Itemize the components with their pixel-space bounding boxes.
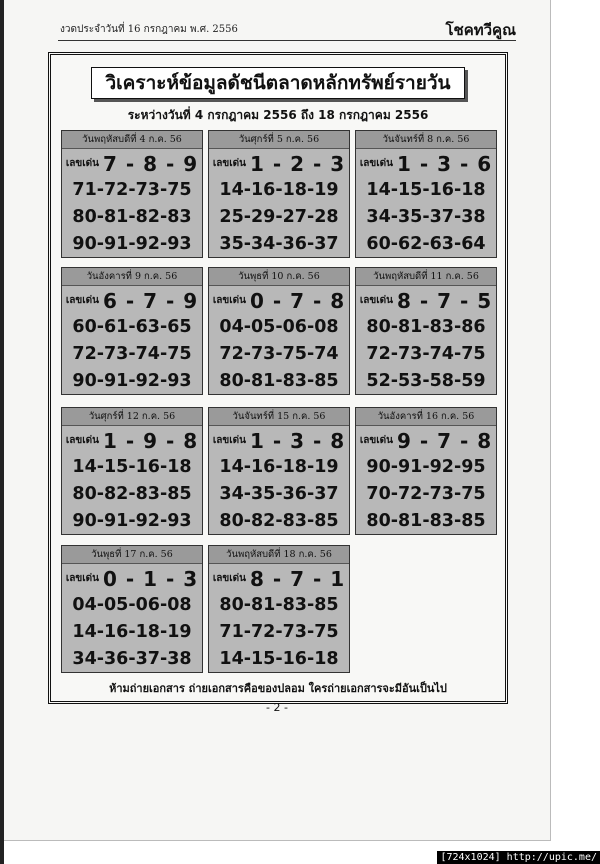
number-set: 14-15-16-18 xyxy=(72,457,192,477)
lead-numbers-value: 8 - 7 - 1 xyxy=(249,566,346,591)
number-set: 34-36-37-38 xyxy=(72,649,192,669)
lead-numbers-label: เลขเด่น xyxy=(359,295,393,306)
lead-numbers-label: เลขเด่น xyxy=(212,573,246,584)
number-set: 35-34-36-37 xyxy=(219,234,339,254)
day-card xyxy=(208,407,350,535)
number-set: 80-81-83-85 xyxy=(366,511,486,531)
day-card-date: วันจันทร์ที่ 15 ก.ค. 56 xyxy=(209,408,349,426)
number-set: 71-72-73-75 xyxy=(219,622,339,642)
lead-numbers-value: 8 - 7 - 5 xyxy=(396,288,493,313)
lead-numbers xyxy=(62,287,202,314)
number-set: 71-72-73-75 xyxy=(72,180,192,200)
lead-numbers-label: เลขเด่น xyxy=(65,573,99,584)
number-set: 72-73-74-75 xyxy=(366,344,486,364)
lead-numbers xyxy=(356,427,496,454)
number-set: 60-61-63-65 xyxy=(72,317,192,337)
issue-date-header: งวดประจำวันที่ 16 กรกฎาคม พ.ศ. 2556 xyxy=(60,24,238,35)
brand-header: โชคทวีคูณ xyxy=(445,21,516,39)
lead-numbers xyxy=(62,150,202,177)
upload-watermark: [724x1024] http://upic.me/ xyxy=(437,851,600,864)
number-set: 60-62-63-64 xyxy=(366,234,486,254)
day-card xyxy=(208,267,350,395)
day-card xyxy=(208,130,350,258)
number-set: 80-82-83-85 xyxy=(219,511,339,531)
lead-numbers xyxy=(356,287,496,314)
day-card-date: วันอังคารที่ 9 ก.ค. 56 xyxy=(62,268,202,286)
lead-numbers-value: 7 - 8 - 9 xyxy=(102,151,199,176)
lead-numbers-label: เลขเด่น xyxy=(65,435,99,446)
number-set: 90-91-92-95 xyxy=(366,457,486,477)
day-card xyxy=(61,130,203,258)
number-set: 80-82-83-85 xyxy=(72,484,192,504)
day-card xyxy=(355,407,497,535)
number-set: 14-16-18-19 xyxy=(72,622,192,642)
lead-numbers xyxy=(62,427,202,454)
number-set: 14-15-16-18 xyxy=(366,180,486,200)
lead-numbers-label: เลขเด่น xyxy=(65,295,99,306)
day-card-date: วันศุกร์ที่ 5 ก.ค. 56 xyxy=(209,131,349,149)
number-set: 14-15-16-18 xyxy=(219,649,339,669)
number-set: 80-81-83-86 xyxy=(366,317,486,337)
day-card-date: วันพุธที่ 17 ก.ค. 56 xyxy=(62,546,202,564)
lead-numbers xyxy=(62,565,202,592)
page-title: วิเคราะห์ข้อมูลดัชนีตลาดหลักทรัพย์รายวัน xyxy=(91,67,465,99)
lead-numbers xyxy=(209,150,349,177)
document-page xyxy=(4,0,551,841)
lead-numbers-value: 0 - 1 - 3 xyxy=(102,566,199,591)
day-card-date: วันพฤหัสบดีที่ 11 ก.ค. 56 xyxy=(356,268,496,286)
date-range-subtitle: ระหว่างวันที่ 4 กรกฎาคม 2556 ถึง 18 กรกฎาคม 2556 xyxy=(127,108,429,122)
number-set: 90-91-92-93 xyxy=(72,371,192,391)
day-card-date: วันจันทร์ที่ 8 ก.ค. 56 xyxy=(356,131,496,149)
header-divider xyxy=(58,40,516,41)
number-set: 14-16-18-19 xyxy=(219,457,339,477)
lead-numbers-label: เลขเด่น xyxy=(359,158,393,169)
number-set: 70-72-73-75 xyxy=(366,484,486,504)
number-set: 72-73-75-74 xyxy=(219,344,339,364)
lead-numbers-value: 0 - 7 - 8 xyxy=(249,288,346,313)
copy-warning: ห้ามถ่ายเอกสาร ถ่ายเอกสารคือของปลอม ใครถ่ายเอกสารจะมีอันเป็นไป xyxy=(109,682,447,695)
day-card xyxy=(208,545,350,673)
number-set: 80-81-83-85 xyxy=(219,371,339,391)
lead-numbers xyxy=(209,565,349,592)
day-card xyxy=(61,267,203,395)
number-set: 52-53-58-59 xyxy=(366,371,486,391)
number-set: 34-35-37-38 xyxy=(366,207,486,227)
number-set: 90-91-92-93 xyxy=(72,234,192,254)
lead-numbers-value: 9 - 7 - 8 xyxy=(396,428,493,453)
day-card xyxy=(355,267,497,395)
number-set: 90-91-92-93 xyxy=(72,511,192,531)
day-card-date: วันพฤหัสบดีที่ 4 ก.ค. 56 xyxy=(62,131,202,149)
lead-numbers-value: 1 - 3 - 6 xyxy=(396,151,493,176)
lead-numbers-label: เลขเด่น xyxy=(212,435,246,446)
lead-numbers-value: 1 - 9 - 8 xyxy=(102,428,199,453)
lead-numbers-label: เลขเด่น xyxy=(65,158,99,169)
lead-numbers-label: เลขเด่น xyxy=(359,435,393,446)
content-frame xyxy=(48,52,508,704)
lead-numbers-value: 1 - 2 - 3 xyxy=(249,151,346,176)
day-card xyxy=(355,130,497,258)
number-set: 72-73-74-75 xyxy=(72,344,192,364)
number-set: 14-16-18-19 xyxy=(219,180,339,200)
day-card-date: วันศุกร์ที่ 12 ก.ค. 56 xyxy=(62,408,202,426)
number-set: 80-81-82-83 xyxy=(72,207,192,227)
lead-numbers-value: 6 - 7 - 9 xyxy=(102,288,199,313)
page-number: - 2 - xyxy=(266,701,288,714)
number-set: 80-81-83-85 xyxy=(219,595,339,615)
day-card-date: วันพฤหัสบดีที่ 18 ก.ค. 56 xyxy=(209,546,349,564)
number-set: 04-05-06-08 xyxy=(219,317,339,337)
lead-numbers-label: เลขเด่น xyxy=(212,295,246,306)
lead-numbers-value: 1 - 3 - 8 xyxy=(249,428,346,453)
lead-numbers xyxy=(209,427,349,454)
day-card xyxy=(61,407,203,535)
day-card xyxy=(61,545,203,673)
number-set: 34-35-36-37 xyxy=(219,484,339,504)
lead-numbers-label: เลขเด่น xyxy=(212,158,246,169)
day-card-date: วันพุธที่ 10 ก.ค. 56 xyxy=(209,268,349,286)
lead-numbers xyxy=(356,150,496,177)
number-set: 04-05-06-08 xyxy=(72,595,192,615)
day-card-date: วันอังคารที่ 16 ก.ค. 56 xyxy=(356,408,496,426)
number-set: 25-29-27-28 xyxy=(219,207,339,227)
lead-numbers xyxy=(209,287,349,314)
